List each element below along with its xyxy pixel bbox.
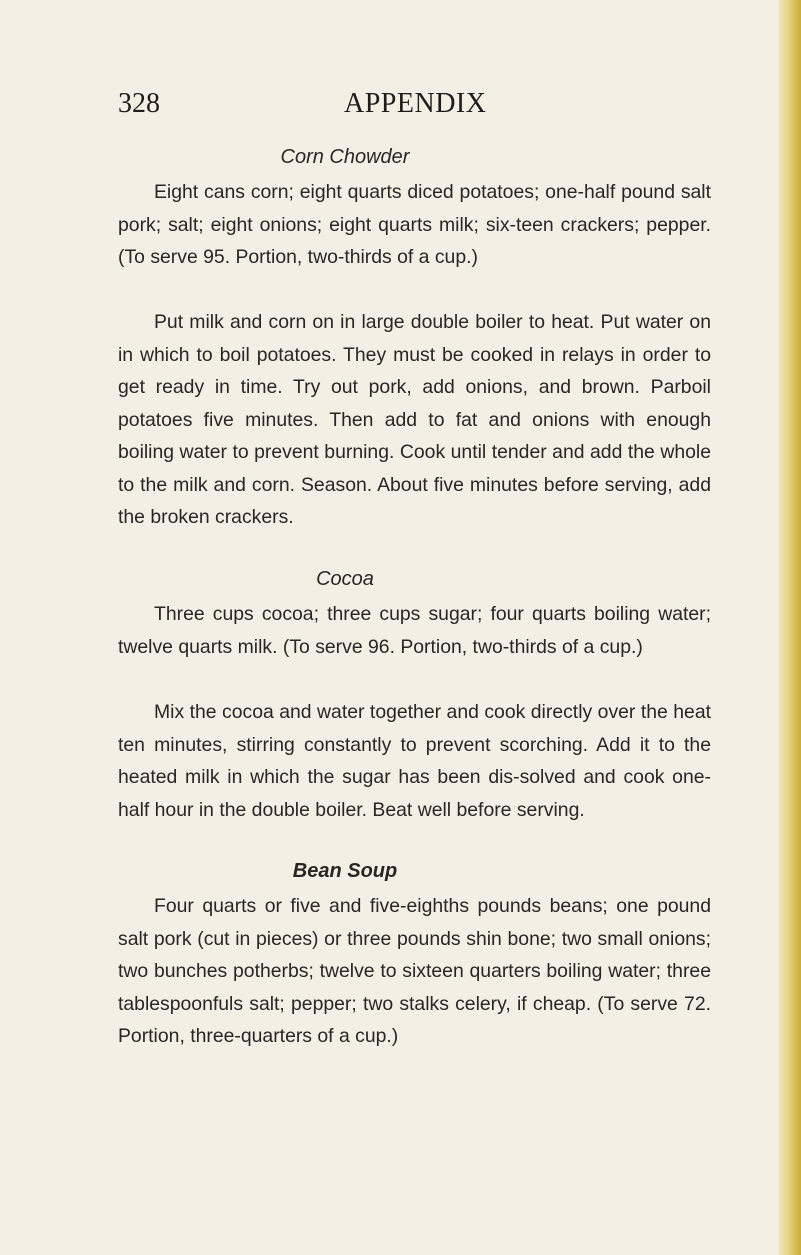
recipe-directions-corn-chowder: Put milk and corn on in large double boiler to heat. Put water on in which to boil potatoes. They must be cooked in relays in order to get ready in time. Try out pork, add onions, and brown. Parboil potatoes five minutes. Then add to fat and onions with enough boiling water to prevent burning. Cook until tender and add the whole to the milk and corn. Season. About five minutes before serving, add the broken crackers. — [118, 311, 711, 528]
recipe-directions-cocoa: Mix the cocoa and water together and cook directly over the heat ten minutes, stirring constantly to prevent scorching. Add it to the heated milk in which the sugar has been dis-solved and cook one-half hour in the double boiler. Beat well before serving. — [118, 701, 711, 821]
recipe-ingredients-corn-chowder: Eight cans corn; eight quarts diced potatoes; one-half pound salt pork; salt; eight onions; eight quarts milk; six-teen crackers; pepper. (To serve 95. Portion, two-thirds of a cup.) — [118, 181, 711, 268]
recipe-ingredients-cocoa: Three cups cocoa; three cups sugar; four quarts boiling water; twelve quarts milk. (To serve 96. Portion, two-thirds of a cup.) — [118, 603, 711, 658]
recipe-ingredients-bean-soup: Four quarts or five and five-eighths pounds beans; one pound salt pork (cut in pieces) or three pounds shin bone; two small onions; two bunches potherbs; twelve to sixteen quarters boiling water; three tablespoonfuls salt; pepper; two stalks celery, if cheap. (To serve 72. Portion, three-quarters of a cup.) — [118, 895, 711, 1047]
page-header — [118, 88, 494, 124]
page-number: 328 — [118, 88, 160, 119]
recipe-title-cocoa: Cocoa — [316, 568, 374, 590]
page-edge — [779, 0, 801, 1255]
recipe-title-bean-soup: Bean Soup — [292, 860, 398, 882]
recipe-title-corn-chowder: Corn Chowder — [280, 146, 410, 168]
running-title: APPENDIX — [344, 88, 487, 119]
